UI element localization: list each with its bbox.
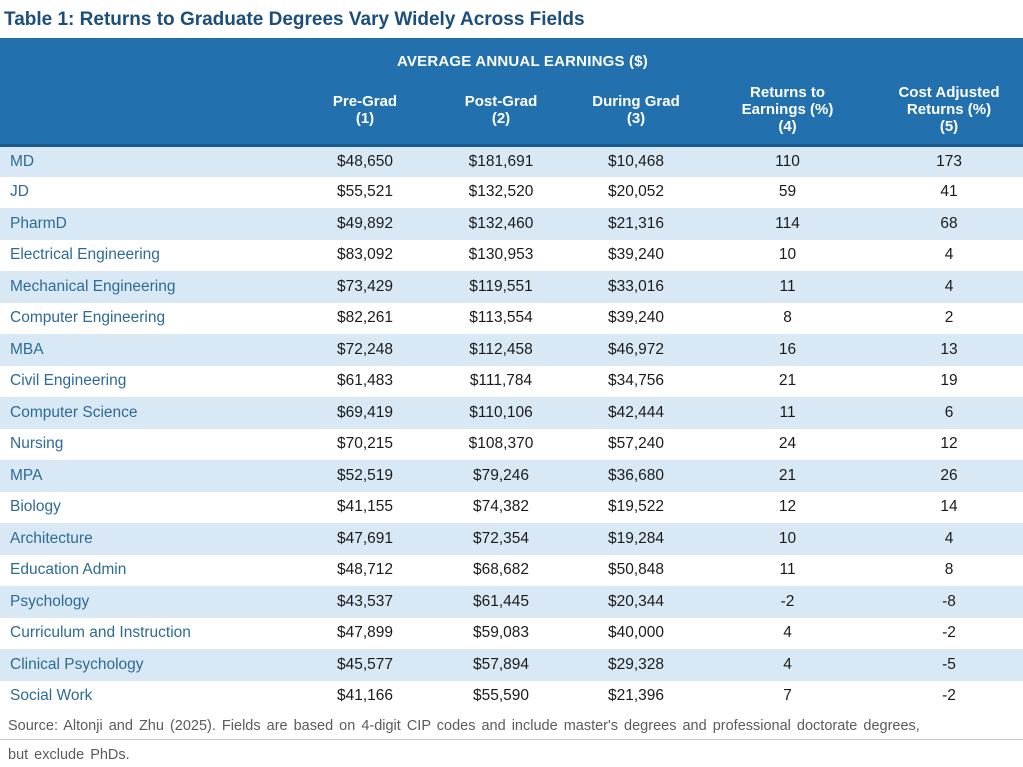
table-row [0,208,1023,240]
table-row [0,177,1023,209]
table-row [0,429,1023,461]
table-row [0,586,1023,618]
cost-adjusted-cell: -5 [942,655,956,673]
field-name-cell: MD [10,152,35,170]
cost-adjusted-cell: 12 [940,435,958,453]
post-grad-cell: $112,458 [469,340,533,358]
returns-to-earnings-cell: 10 [778,246,797,264]
cost-adjusted-cell: 41 [940,183,958,201]
table-row [0,523,1023,555]
cost-adjusted-cell: 14 [940,498,958,516]
returns-to-earnings-cell: 10 [778,529,797,547]
during-grad-cell: $50,848 [607,561,665,579]
table-row [0,555,1023,587]
column-header-line: Earnings (%) [741,101,834,119]
cost-adjusted-cell: 26 [940,466,958,484]
during-grad-cell: $20,052 [607,183,665,201]
pre-grad-cell: $47,899 [336,624,394,642]
cost-adjusted-cell: 4 [944,529,954,547]
earnings-band-row [0,38,1023,76]
returns-to-earnings-cell: 4 [783,624,792,642]
returns-to-earnings-cell: 110 [775,152,800,170]
column-header-line: (4) [778,118,797,136]
column-header-returns-pct [700,76,875,145]
cost-adjusted-cell: 4 [944,277,954,295]
during-grad-cell: $33,016 [607,277,665,295]
during-grad-cell: $39,240 [607,309,665,327]
pre-grad-cell: $69,419 [336,403,394,421]
pre-grad-cell: $61,483 [336,372,394,390]
field-name-cell: Education Admin [10,561,127,579]
during-grad-cell: $29,328 [607,655,665,673]
field-name-cell: Biology [10,498,61,516]
cost-adjusted-cell: -2 [942,624,956,642]
field-name-cell: MBA [10,340,44,358]
returns-to-earnings-cell: 21 [778,372,797,390]
post-grad-cell: $59,083 [472,624,530,642]
post-grad-cell: $111,784 [469,372,533,390]
table-body [0,145,1023,712]
field-name-cell: Mechanical Engineering [10,277,176,295]
pre-grad-cell: $52,519 [336,466,394,484]
table-row [0,492,1023,524]
post-grad-cell: $132,460 [468,214,534,232]
pre-grad-cell: $43,537 [336,592,394,610]
column-header-line: During Grad [592,92,680,110]
returns-to-earnings-cell: 16 [778,340,797,358]
column-header-line: Post-Grad [464,92,538,110]
post-grad-cell: $110,106 [469,403,533,421]
returns-table [0,38,1023,712]
field-column-spacer [0,76,300,145]
cost-adjusted-cell: 2 [944,309,954,327]
returns-to-earnings-cell: 8 [783,309,792,327]
source-note-line-2: but exclude PhDs. [8,747,130,763]
column-header-row [0,76,1023,145]
during-grad-cell: $40,000 [607,624,665,642]
during-grad-cell: $42,444 [607,403,665,421]
post-grad-cell: $55,590 [472,687,530,705]
table-row [0,366,1023,398]
returns-to-earnings-cell: 4 [783,655,792,673]
table-row [0,681,1023,713]
during-grad-cell: $46,972 [607,340,665,358]
pre-grad-cell: $83,092 [336,246,394,264]
during-grad-cell: $20,344 [607,592,665,610]
returns-to-earnings-cell: 12 [778,498,797,516]
during-grad-cell: $34,756 [607,372,665,390]
table-row [0,618,1023,650]
cost-adjusted-cell: 13 [940,340,958,358]
column-header-pre-grad [300,76,430,145]
post-grad-cell: $79,246 [472,466,530,484]
post-grad-cell: $72,354 [472,529,530,547]
during-grad-cell: $21,316 [607,214,665,232]
earnings-band-title: AVERAGE ANNUAL EARNINGS ($) [300,38,700,76]
during-grad-cell: $21,396 [607,687,665,705]
cost-adjusted-cell: 173 [936,152,962,170]
field-name-cell: Civil Engineering [10,372,127,390]
pre-grad-cell: $45,577 [336,655,394,673]
field-name-cell: Clinical Psychology [10,655,144,673]
during-grad-cell: $19,284 [607,529,665,547]
pre-grad-cell: $48,712 [336,561,394,579]
returns-to-earnings-cell: 24 [778,435,797,453]
source-note-line-1: Source: Altonji and Zhu (2025). Fields are based on 4-digit CIP codes and include master's degrees and professional doctorate degrees, [8,718,920,734]
column-header-line: Cost Adjusted [898,84,1000,102]
field-name-cell: Computer Science [10,403,138,421]
field-name-cell: Psychology [10,592,90,610]
returns-to-earnings-cell: 11 [779,561,796,579]
field-name-cell: JD [10,183,29,201]
post-grad-cell: $113,554 [469,309,533,327]
field-name-cell: Electrical Engineering [10,246,160,264]
field-name-cell: Architecture [10,529,93,547]
table-row [0,460,1023,492]
field-name-cell: MPA [10,466,43,484]
returns-to-earnings-cell: -2 [780,592,795,610]
table-row [0,271,1023,303]
cost-adjusted-cell: 4 [944,246,954,264]
field-name-cell: Nursing [10,435,64,453]
cost-adjusted-cell: 8 [944,561,954,579]
pre-grad-cell: $48,650 [336,152,394,170]
column-header-line: Returns (%) [906,101,992,119]
column-header-line: (1) [355,109,375,127]
post-grad-cell: $74,382 [472,498,530,516]
column-header-line: (5) [939,118,959,136]
table-row [0,649,1023,681]
returns-to-earnings-cell: 114 [775,214,800,232]
page-title: Table 1: Returns to Graduate Degrees Vary Widely Across Fields [4,9,585,30]
band-spacer-left [0,38,300,76]
returns-to-earnings-cell: 21 [778,466,797,484]
pre-grad-cell: $41,155 [336,498,394,516]
column-header-line: Pre-Grad [332,92,398,110]
returns-to-earnings-cell: 11 [779,403,796,421]
returns-to-earnings-cell: 59 [778,183,797,201]
pre-grad-cell: $72,248 [336,340,394,358]
post-grad-cell: $68,682 [472,561,530,579]
during-grad-cell: $10,468 [607,152,665,170]
column-header-line: (2) [491,109,511,127]
post-grad-cell: $130,953 [468,246,534,264]
table-row [0,334,1023,366]
table-row [0,240,1023,272]
pre-grad-cell: $47,691 [336,529,394,547]
field-name-cell: Curriculum and Instruction [10,624,191,642]
table-row [0,303,1023,335]
returns-to-earnings-cell: 11 [779,277,796,295]
cost-adjusted-cell: 19 [940,372,958,390]
post-grad-cell: $108,370 [468,435,534,453]
cost-adjusted-cell: 6 [944,403,954,421]
pre-grad-cell: $55,521 [336,183,394,201]
cost-adjusted-cell: 68 [940,214,958,232]
field-name-cell: Social Work [10,687,93,705]
band-spacer-right [700,38,1023,76]
during-grad-cell: $19,522 [607,498,665,516]
during-grad-cell: $36,680 [607,466,665,484]
post-grad-cell: $61,445 [472,592,530,610]
table-row [0,145,1023,177]
returns-to-earnings-cell: 7 [783,687,792,705]
post-grad-cell: $181,691 [468,152,534,170]
pre-grad-cell: $49,892 [336,214,394,232]
table-row [0,397,1023,429]
post-grad-cell: $132,520 [468,183,534,201]
column-header-line: (3) [626,109,646,127]
table-header [0,38,1023,145]
pre-grad-cell: $73,429 [336,277,394,295]
column-header-during-grad [572,76,700,145]
field-name-cell: PharmD [10,214,67,232]
pre-grad-cell: $70,215 [336,435,394,453]
during-grad-cell: $57,240 [607,435,665,453]
cost-adjusted-cell: -8 [942,592,956,610]
pre-grad-cell: $41,166 [336,687,394,705]
cost-adjusted-cell: -2 [942,687,956,705]
pre-grad-cell: $82,261 [336,309,394,327]
field-name-cell: Computer Engineering [10,309,166,327]
post-grad-cell: $57,894 [472,655,530,673]
column-header-post-grad [430,76,572,145]
during-grad-cell: $39,240 [607,246,665,264]
post-grad-cell: $119,551 [469,277,533,295]
column-header-line: Returns to [750,84,826,102]
column-header-cost-adj-pct [875,76,1023,145]
